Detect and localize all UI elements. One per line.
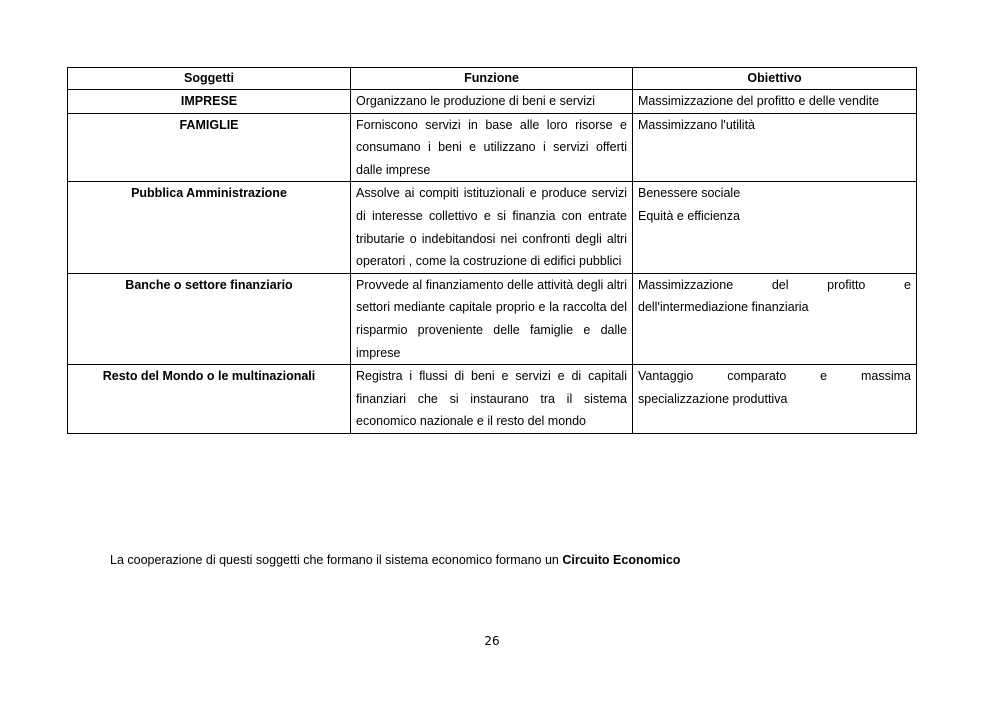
- objective-line: Massimizzano l'utilità: [638, 117, 756, 132]
- economic-subjects-table: [67, 67, 917, 434]
- objective-cell: [633, 113, 917, 182]
- table-row: [68, 182, 917, 273]
- objective-cell: [633, 182, 917, 273]
- subject-cell: Banche o settore finanziario: [68, 273, 351, 364]
- circuit-caption: [110, 553, 680, 567]
- function-cell: Forniscono servizi in base alle loro risorse e consumano i beni e utilizzano i servizi offerti dalle imprese: [351, 113, 633, 182]
- function-cell: Organizzano le produzione di beni e servizi: [351, 90, 633, 114]
- header-soggetti: Soggetti: [68, 68, 351, 90]
- subject-cell: Resto del Mondo o le multinazionali: [68, 365, 351, 434]
- table-row: [68, 365, 917, 434]
- subject-cell: FAMIGLIE: [68, 113, 351, 182]
- objective-line: Massimizzazione del profitto e dell'intermediazione finanziaria: [638, 277, 911, 315]
- caption-text: La cooperazione di questi soggetti che formano il sistema economico formano un: [110, 553, 563, 567]
- objective-cell: [633, 273, 917, 364]
- objective-cell: [633, 365, 917, 434]
- page-number: 26: [484, 634, 500, 648]
- header-funzione: Funzione: [351, 68, 633, 90]
- table-row: [68, 273, 917, 364]
- table-header-row: [68, 68, 917, 90]
- function-cell: Provvede al finanziamento delle attività degli altri settori mediante capitale proprio e la raccolta del risparmio proveniente delle famiglie e dalle imprese: [351, 273, 633, 364]
- subject-cell: Pubblica Amministrazione: [68, 182, 351, 273]
- objective-line: Equità e efficienza: [638, 208, 740, 223]
- subject-cell: IMPRESE: [68, 90, 351, 114]
- objective-line: Benessere sociale: [638, 186, 741, 201]
- header-obiettivo: Obiettivo: [633, 68, 917, 90]
- function-cell: Registra i flussi di beni e servizi e di capitali finanziari che si instaurano tra il sistema economico nazionale e il resto del mondo: [351, 365, 633, 434]
- objective-line: Vantaggio comparato e massima specializzazione produttiva: [638, 369, 911, 406]
- objective-cell: [633, 90, 917, 114]
- caption-bold-term: Circuito Economico: [562, 553, 681, 567]
- table-row: [68, 90, 917, 114]
- table-row: [68, 113, 917, 182]
- function-cell: Assolve ai compiti istituzionali e produce servizi di interesse collettivo e si finanzia con entrate tributarie o indebitandosi nei confronti degli altri operatori , come la costruzione di edifici pubblici: [351, 182, 633, 273]
- objective-line: Massimizzazione del profitto e delle vendite: [638, 94, 880, 108]
